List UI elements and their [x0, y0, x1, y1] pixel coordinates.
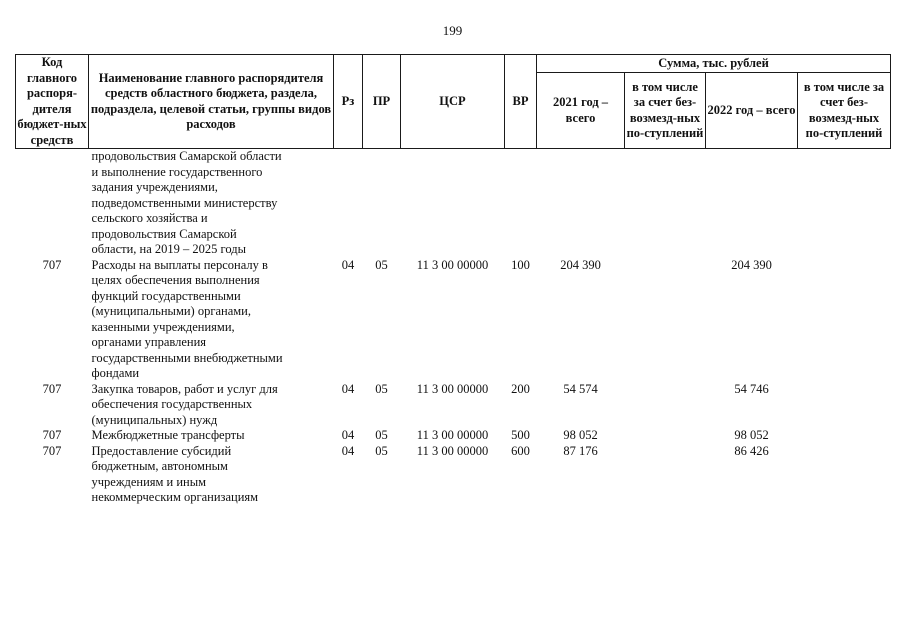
cell-csr: 11 3 00 00000 [416, 443, 489, 458]
cell-incl-2021 [625, 258, 706, 382]
cell-incl-2022 [798, 428, 891, 444]
header-sum-2022: 2022 год – всего [706, 73, 798, 149]
cell-sum-2021: 204 390 [560, 257, 601, 272]
header-rz: Рз [334, 55, 363, 149]
cell-name: продовольствия Самарской области и выполнение государственного задания учреждениями, подведомственными министерству сельского хозяйства и продовольствия Самарской области, на 2019 – 2025 годы [91, 149, 282, 256]
header-sum-2021: 2021 год – всего [537, 73, 625, 149]
header-pr: ПР [363, 55, 401, 149]
cell-incl-2022 [798, 149, 891, 258]
cell-incl-2022 [798, 258, 891, 382]
header-sum-group: Сумма, тыс. рублей [537, 55, 891, 73]
cell-vr: 100 [511, 257, 530, 272]
header-vr: ВР [505, 55, 537, 149]
cell-csr: 11 3 00 00000 [416, 257, 489, 272]
table-body [16, 149, 891, 506]
cell-name: Расходы на выплаты персоналу в целях обеспечения выполнения функций государственными (муниципальными) органами, казенными учреждениями, органами управления государственными внебюджетными фондами [91, 257, 283, 380]
cell-incl-2021 [625, 382, 706, 429]
cell-sum-2021: 98 052 [563, 428, 598, 442]
cell-sum-2021: 54 574 [563, 381, 598, 396]
cell-code [16, 149, 89, 258]
cell-sum-2022: 98 052 [734, 428, 769, 442]
cell-name: Межбюджетные трансферты [91, 428, 245, 442]
cell-vr: 500 [511, 428, 530, 442]
cell-name: Закупка товаров, работ и услуг для обеспечения государственных (муниципальных) нужд [91, 381, 278, 427]
cell-pr: 05 [375, 428, 388, 442]
table-row [16, 428, 891, 444]
cell-code: 707 [42, 257, 62, 272]
cell-code: 707 [42, 428, 62, 442]
cell-incl-2022 [798, 444, 891, 506]
header-incl-2022: в том числе за счет без-возмезд-ных по-ступлений [798, 73, 891, 149]
page-number: 199 [442, 23, 463, 38]
cell-incl-2021 [625, 444, 706, 506]
budget-table [15, 54, 891, 506]
cell-pr: 05 [375, 443, 388, 458]
cell-vr: 200 [511, 381, 530, 396]
cell-csr: 11 3 00 00000 [416, 381, 489, 396]
table-row [16, 149, 891, 258]
cell-incl-2022 [798, 382, 891, 429]
cell-sum-2022: 204 390 [731, 257, 772, 272]
cell-vr [505, 149, 537, 258]
cell-rz [334, 149, 363, 258]
cell-incl-2021 [625, 428, 706, 444]
cell-sum-2021: 87 176 [563, 443, 598, 458]
cell-rz: 04 [341, 428, 355, 442]
table-row [16, 258, 891, 382]
cell-name: Предоставление субсидий бюджетным, автономным учреждениям и иным некоммерческим организациям [91, 443, 259, 504]
header-name: Наименование главного распорядителя средств областного бюджета, раздела, подраздела, целевой статьи, группы видов расходов [89, 55, 334, 149]
table-row [16, 382, 891, 429]
cell-rz: 04 [341, 381, 355, 396]
cell-code: 707 [42, 381, 62, 396]
header-csr: ЦСР [401, 55, 505, 149]
cell-csr [401, 149, 505, 258]
cell-pr [363, 149, 401, 258]
cell-code: 707 [42, 443, 62, 458]
table-header [16, 55, 891, 149]
cell-pr: 05 [375, 257, 388, 272]
cell-rz: 04 [341, 257, 355, 272]
cell-incl-2021 [625, 149, 706, 258]
cell-sum-2022: 86 426 [734, 443, 769, 458]
header-code: Код главного распоря-дителя бюджет-ных средств [17, 55, 87, 147]
cell-rz: 04 [341, 443, 355, 458]
cell-sum-2021 [537, 149, 625, 258]
table-row [16, 444, 891, 506]
cell-sum-2022 [706, 149, 798, 258]
cell-pr: 05 [375, 381, 388, 396]
header-incl-2021: в том числе за счет без-возмезд-ных по-ступлений [625, 73, 706, 149]
cell-sum-2022: 54 746 [734, 381, 769, 396]
cell-csr: 11 3 00 00000 [416, 428, 489, 442]
cell-vr: 600 [511, 443, 530, 458]
